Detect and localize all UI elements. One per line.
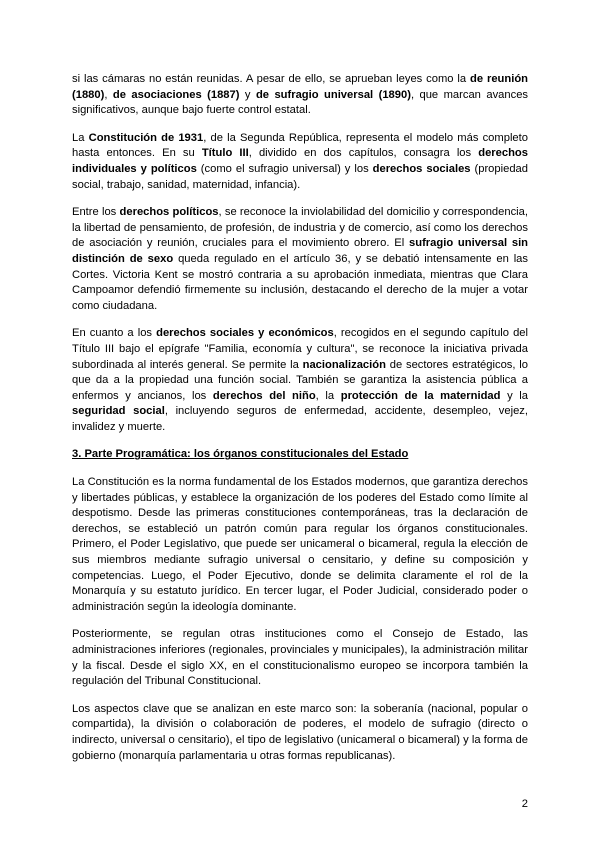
text-run: , dividido en dos capítulos, consagra los (248, 147, 479, 160)
text-run: Entre los (72, 206, 120, 219)
text-run: (como el sufragio universal) y los (196, 162, 373, 175)
section-heading: 3. Parte Programática: los órganos constitucionales del Estado (72, 448, 409, 461)
bold-run: derechos individuales y políticos (72, 147, 528, 175)
bold-run: nacionalización (302, 358, 386, 371)
text-run: , que marcan avances significativos, aunque bajo fuerte control estatal. (72, 88, 529, 117)
text-run: En cuanto a los (72, 327, 157, 340)
bold-run: de reunión (1880) (72, 73, 528, 101)
text-run: La (72, 131, 89, 144)
text-run: , (104, 88, 113, 101)
text-run: , la (315, 389, 341, 402)
bold-run: derechos del niño (212, 389, 316, 402)
bold-run: protección de la maternidad (340, 389, 501, 402)
bold-run: derechos sociales y económicos (156, 327, 334, 340)
text-run: , de la Segunda República, representa el modelo más completo hasta entonces. En su (72, 131, 528, 160)
bold-run: Constitución de 1931 (88, 131, 204, 144)
text-run: si las cámaras no están reunidas. A pesar de ello, se aprueban leyes como la (72, 73, 471, 85)
bold-run: sufragio universal sin distinción de sexo (72, 237, 529, 265)
paragraph-key-aspects: Los aspectos clave que se analizan en este marco son: la soberanía (nacional, popular o compartida), la división o colaboración de poderes, el modelo de sufragio (directo o indirecto, universal o censitario), el tipo de legislativo (unicameral o bicameral) y la forma de gobierno (monarquía parlamentaria u otras formas republicanas). (72, 702, 528, 762)
text-run: de sectores estratégicos, lo que da a la propiedad una función social. También se garantiza la asistencia pública a enfermos y ancianos, los (72, 358, 529, 402)
bold-run: seguridad social (72, 405, 165, 418)
text-run: y (239, 88, 256, 101)
page-number: 2 (521, 798, 528, 810)
paragraph-constitution-1931 (72, 131, 528, 193)
text-run: , incluyendo seguros de enfermedad, accidente, desempleo, vejez, invalidez y muerte. (72, 405, 528, 433)
paragraph-other-institutions: Posteriormente, se regulan otras instituciones como el Consejo de Estado, las administraciones inferiores (regionales, provinciales y municipales), la administración militar y la fiscal. Desde el siglo XX, en el constitucionalismo europeo se incorpora también la regulación del Tribunal Constitucional. (72, 628, 528, 688)
document-page (72, 72, 528, 776)
bold-run: Título III (201, 147, 249, 160)
bold-run: de asociaciones (1887) (112, 88, 240, 101)
bold-run: derechos políticos (119, 206, 219, 219)
text-run: queda regulado en el artículo 36, y se debatió intensamente en las Cortes. Victoria Kent se mostró contraria a su aprobación inmediata, mientras que Clara Campoamor defendió firmemente su inclusión, destacando el derecho de la mujer a votar como ciudadana. (72, 252, 528, 312)
bold-run: de sufragio universal (1890) (255, 88, 411, 101)
bold-run: derechos sociales (372, 162, 471, 175)
paragraph-laws-1880s (72, 72, 528, 119)
text-run: (propiedad social, trabajo, sanidad, maternidad, infancia). (72, 162, 528, 191)
paragraph-constitution-norm: La Constitución es la norma fundamental de los Estados modernos, que garantiza derechos y libertades públicas, y establece la organización de los poderes del Estado como límite al despotismo. Desde las primeras constituciones contemporáneas, tras la declaración de derechos, se estableció un patrón común para regular los órganos constitucionales. Primero, el Poder Legislativo, que puede ser unicameral o bicameral, regula la elección de sus miembros mediante sufragio universal o censitario, y define su composición y competencias. Luego, el Poder Ejecutivo, donde se delimita claramente el rol de la Monarquía y su estatuto jurídico. En tercer lugar, el Poder Judicial, considerado poder o administración según la ideología dominante. (72, 476, 528, 613)
text-run: , se reconoce la inviolabilidad del domicilio y correspondencia, la libertad de pensamiento, de profesión, de industria y de comercio, así como los derechos de asociación y reunión, cruciales para el movimiento obrero. El (72, 206, 528, 250)
paragraph-social-rights (72, 326, 528, 435)
text-run: , recogidos en el segundo capítulo del Título III bajo el epígrafe "Familia, economía y cultura", se reconoce la iniciativa privada subordinada al interés general. Se permite la (72, 327, 529, 371)
text-run: y la (500, 389, 529, 402)
paragraph-political-rights (72, 205, 528, 314)
